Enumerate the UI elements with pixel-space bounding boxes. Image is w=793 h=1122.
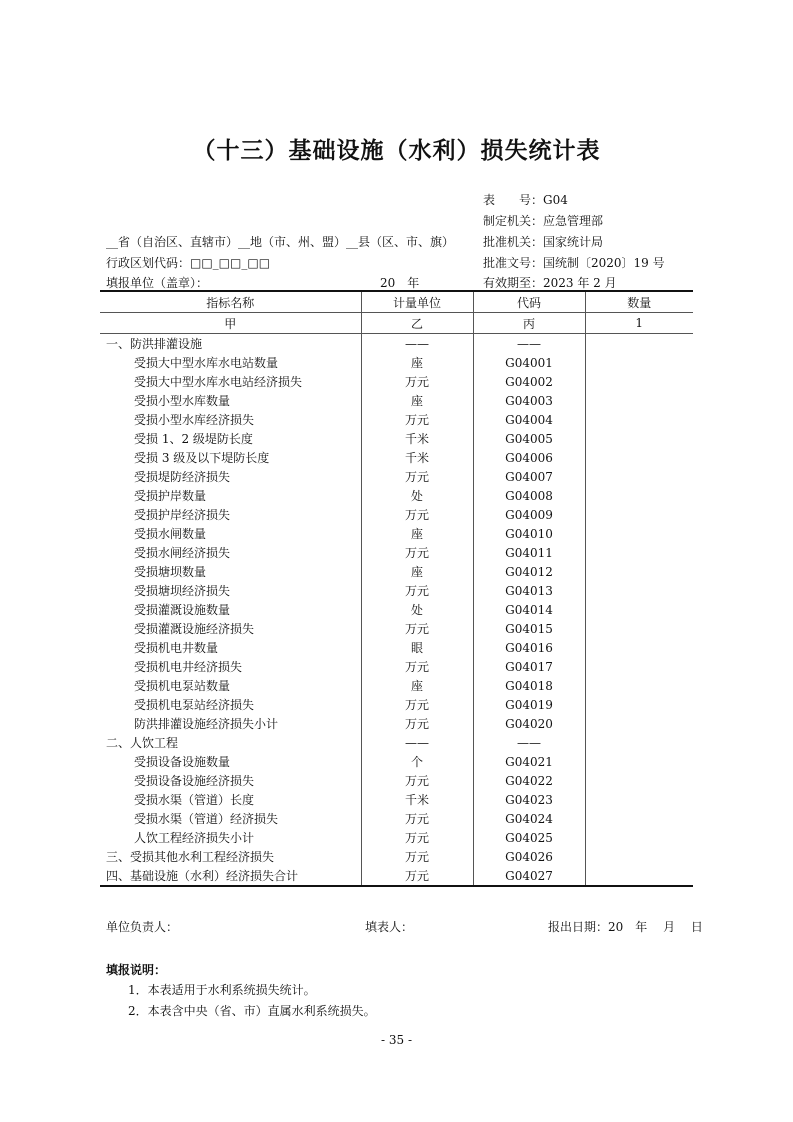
subheader-yi: 乙	[361, 313, 473, 334]
code-cell: G04006	[473, 448, 585, 467]
indicator-name-cell: 四、基础设施（水利）经济损失合计	[100, 866, 361, 886]
quantity-cell[interactable]	[585, 410, 693, 429]
unit-cell: 千米	[361, 429, 473, 448]
indicator-name-cell: 一、防洪排灌设施	[106, 337, 203, 351]
indicator-name-cell: 受损机电泵站数量	[134, 679, 231, 693]
quantity-cell[interactable]	[585, 505, 693, 524]
unit-cell: 万元	[361, 619, 473, 638]
indicator-name-cell: 受损护岸经济损失	[134, 508, 231, 522]
division-code: 行政区划代码：□□_□□_□□	[106, 256, 271, 270]
table-row	[100, 429, 693, 448]
quantity-cell[interactable]	[585, 771, 693, 790]
reporting-unit: 填报单位（盖章）：	[106, 276, 209, 290]
quantity-cell[interactable]	[585, 448, 693, 467]
indicator-name-cell: 受损堤防经济损失	[134, 470, 231, 484]
quantity-cell[interactable]	[585, 429, 693, 448]
indicator-name-cell: 受损灌溉设施数量	[134, 603, 231, 617]
code-cell: G04004	[473, 410, 585, 429]
table-row	[100, 562, 693, 581]
notes-title: 填报说明：	[106, 963, 167, 977]
code-cell: G04019	[473, 695, 585, 714]
quantity-cell[interactable]	[585, 391, 693, 410]
indicator-name-cell: 受损水渠（管道）长度	[134, 793, 255, 807]
quantity-cell[interactable]	[585, 695, 693, 714]
unit-head-label: 单位负责人：	[106, 920, 179, 934]
quantity-cell[interactable]	[585, 714, 693, 733]
unit-cell: 万元	[361, 695, 473, 714]
report-date-label: 报出日期：20 年 月 日	[548, 920, 703, 934]
indicator-name-cell: 受损机电泵站经济损失	[134, 698, 255, 712]
approval-doc: 批准文号：国统制〔2020〕19 号	[483, 256, 665, 270]
header-unit: 计量单位	[361, 291, 473, 313]
code-cell: ——	[473, 733, 585, 752]
table-row	[100, 847, 693, 866]
quantity-cell[interactable]	[585, 752, 693, 771]
indicator-name-cell: 受损机电井经济损失	[134, 660, 243, 674]
code-cell: G04023	[473, 790, 585, 809]
subheader-jia: 甲	[100, 313, 361, 334]
statistics-table	[100, 290, 693, 887]
quantity-cell[interactable]	[585, 657, 693, 676]
code-cell: G04021	[473, 752, 585, 771]
unit-cell: 万元	[361, 866, 473, 886]
approved-by: 批准机关：国家统计局	[483, 235, 604, 249]
unit-cell: 个	[361, 752, 473, 771]
code-cell: G04027	[473, 866, 585, 886]
table-row	[100, 809, 693, 828]
subheader-bing: 丙	[473, 313, 585, 334]
table-row	[100, 752, 693, 771]
table-row	[100, 543, 693, 562]
indicator-name-cell: 受损小型水库经济损失	[134, 413, 255, 427]
quantity-cell[interactable]	[585, 372, 693, 391]
table-row	[100, 657, 693, 676]
indicator-name-cell: 受损 1、2 级堤防长度	[134, 432, 253, 446]
indicator-name-cell: 受损大中型水库水电站数量	[134, 356, 279, 370]
unit-cell: 处	[361, 486, 473, 505]
quantity-cell[interactable]	[585, 847, 693, 866]
code-cell: G04024	[473, 809, 585, 828]
unit-cell: 万元	[361, 505, 473, 524]
note-item: 1．本表适用于水利系统损失统计。	[128, 983, 316, 997]
indicator-name-cell: 受损水渠（管道）经济损失	[134, 812, 279, 826]
unit-cell: 座	[361, 562, 473, 581]
indicator-name-cell: 受损水闸经济损失	[134, 546, 231, 560]
code-cell: G04013	[473, 581, 585, 600]
quantity-cell[interactable]	[585, 676, 693, 695]
table-row	[100, 505, 693, 524]
table-row	[100, 524, 693, 543]
header-indicator: 指标名称	[100, 291, 361, 313]
region-line: __省（自治区、直辖市）__地（市、州、盟）__县（区、市、旗）	[106, 235, 455, 249]
indicator-name-cell: 受损大中型水库水电站经济损失	[134, 375, 303, 389]
unit-cell: 万元	[361, 543, 473, 562]
unit-cell: 万元	[361, 581, 473, 600]
header-code: 代码	[473, 291, 585, 313]
page-title: （十三）基础设施（水利）损失统计表	[192, 138, 601, 164]
table-row	[100, 372, 693, 391]
indicator-name-cell: 受损塘坝经济损失	[134, 584, 231, 598]
code-cell: G04001	[473, 353, 585, 372]
code-cell: G04016	[473, 638, 585, 657]
indicator-name-cell: 受损设备设施经济损失	[134, 774, 255, 788]
made-by: 制定机关：应急管理部	[483, 214, 604, 228]
code-cell: G04020	[473, 714, 585, 733]
code-cell: G04017	[473, 657, 585, 676]
valid-until: 有效期至：2023 年 2 月	[483, 276, 617, 290]
table-row	[100, 410, 693, 429]
unit-cell: 座	[361, 353, 473, 372]
unit-cell: 座	[361, 676, 473, 695]
unit-cell: 万元	[361, 657, 473, 676]
subheader-one: 1	[585, 313, 693, 334]
unit-cell: 座	[361, 524, 473, 543]
filler-label: 填表人：	[365, 920, 414, 934]
unit-cell: 万元	[361, 828, 473, 847]
table-row	[100, 676, 693, 695]
code-cell: ——	[473, 334, 585, 354]
table-row	[100, 714, 693, 733]
unit-cell: 万元	[361, 467, 473, 486]
code-cell: G04005	[473, 429, 585, 448]
table-row	[100, 353, 693, 372]
quantity-cell[interactable]	[585, 828, 693, 847]
table-row	[100, 695, 693, 714]
page-number: - 35 -	[380, 1033, 412, 1047]
indicator-name-cell: 三、受损其他水利工程经济损失	[106, 850, 275, 864]
quantity-cell[interactable]	[585, 543, 693, 562]
code-cell: G04003	[473, 391, 585, 410]
report-year: 20 年	[380, 276, 420, 290]
table-row	[100, 866, 693, 886]
table-number: 表 号：G04	[483, 193, 568, 207]
quantity-cell[interactable]	[585, 334, 693, 354]
header-row	[100, 291, 693, 313]
header-quantity: 数量	[585, 291, 693, 313]
indicator-name-cell: 受损设备设施数量	[134, 755, 231, 769]
note-item: 2．本表含中央（省、市）直属水利系统损失。	[128, 1004, 376, 1018]
quantity-cell[interactable]	[585, 581, 693, 600]
table-row	[100, 467, 693, 486]
code-cell: G04002	[473, 372, 585, 391]
table-row	[100, 771, 693, 790]
table-row	[100, 790, 693, 809]
indicator-name-cell: 受损机电井数量	[134, 641, 219, 655]
table-row	[100, 828, 693, 847]
indicator-name-cell: 受损护岸数量	[134, 489, 207, 503]
quantity-cell[interactable]	[585, 467, 693, 486]
unit-cell: ——	[361, 733, 473, 752]
code-cell: G04025	[473, 828, 585, 847]
code-cell: G04012	[473, 562, 585, 581]
table-row	[100, 619, 693, 638]
code-cell: G04026	[473, 847, 585, 866]
subheader-row	[100, 313, 693, 334]
unit-cell: 处	[361, 600, 473, 619]
unit-cell: 万元	[361, 809, 473, 828]
indicator-name-cell: 受损小型水库数量	[134, 394, 231, 408]
table-row	[100, 581, 693, 600]
indicator-name-cell: 二、人饮工程	[106, 736, 179, 750]
code-cell: G04015	[473, 619, 585, 638]
table-row	[100, 600, 693, 619]
quantity-cell[interactable]	[585, 790, 693, 809]
indicator-name-cell: 受损 3 级及以下堤防长度	[134, 451, 270, 465]
code-cell: G04018	[473, 676, 585, 695]
code-cell: G04014	[473, 600, 585, 619]
table-row	[100, 448, 693, 467]
unit-cell: 万元	[361, 771, 473, 790]
quantity-cell[interactable]	[585, 600, 693, 619]
quantity-cell[interactable]	[585, 562, 693, 581]
code-cell: G04008	[473, 486, 585, 505]
unit-cell: 千米	[361, 448, 473, 467]
unit-cell: ——	[361, 334, 473, 354]
table-row	[100, 334, 693, 354]
quantity-cell[interactable]	[585, 524, 693, 543]
indicator-name-cell: 受损塘坝数量	[134, 565, 207, 579]
code-cell: G04011	[473, 543, 585, 562]
indicator-name-cell: 防洪排灌设施经济损失小计	[134, 717, 279, 731]
indicator-name-cell: 受损水闸数量	[134, 527, 207, 541]
unit-cell: 眼	[361, 638, 473, 657]
unit-cell: 万元	[361, 714, 473, 733]
unit-cell: 万元	[361, 372, 473, 391]
quantity-cell[interactable]	[585, 733, 693, 752]
code-cell: G04010	[473, 524, 585, 543]
code-cell: G04009	[473, 505, 585, 524]
table-row	[100, 486, 693, 505]
indicator-name-cell: 受损灌溉设施经济损失	[134, 622, 255, 636]
table-row	[100, 391, 693, 410]
quantity-cell[interactable]	[585, 619, 693, 638]
quantity-cell[interactable]	[585, 866, 693, 886]
code-cell: G04022	[473, 771, 585, 790]
quantity-cell[interactable]	[585, 353, 693, 372]
indicator-name-cell: 人饮工程经济损失小计	[134, 831, 255, 845]
unit-cell: 万元	[361, 847, 473, 866]
quantity-cell[interactable]	[585, 809, 693, 828]
quantity-cell[interactable]	[585, 638, 693, 657]
quantity-cell[interactable]	[585, 486, 693, 505]
code-cell: G04007	[473, 467, 585, 486]
table-row	[100, 733, 693, 752]
unit-cell: 千米	[361, 790, 473, 809]
unit-cell: 万元	[361, 410, 473, 429]
table-row	[100, 638, 693, 657]
unit-cell: 座	[361, 391, 473, 410]
